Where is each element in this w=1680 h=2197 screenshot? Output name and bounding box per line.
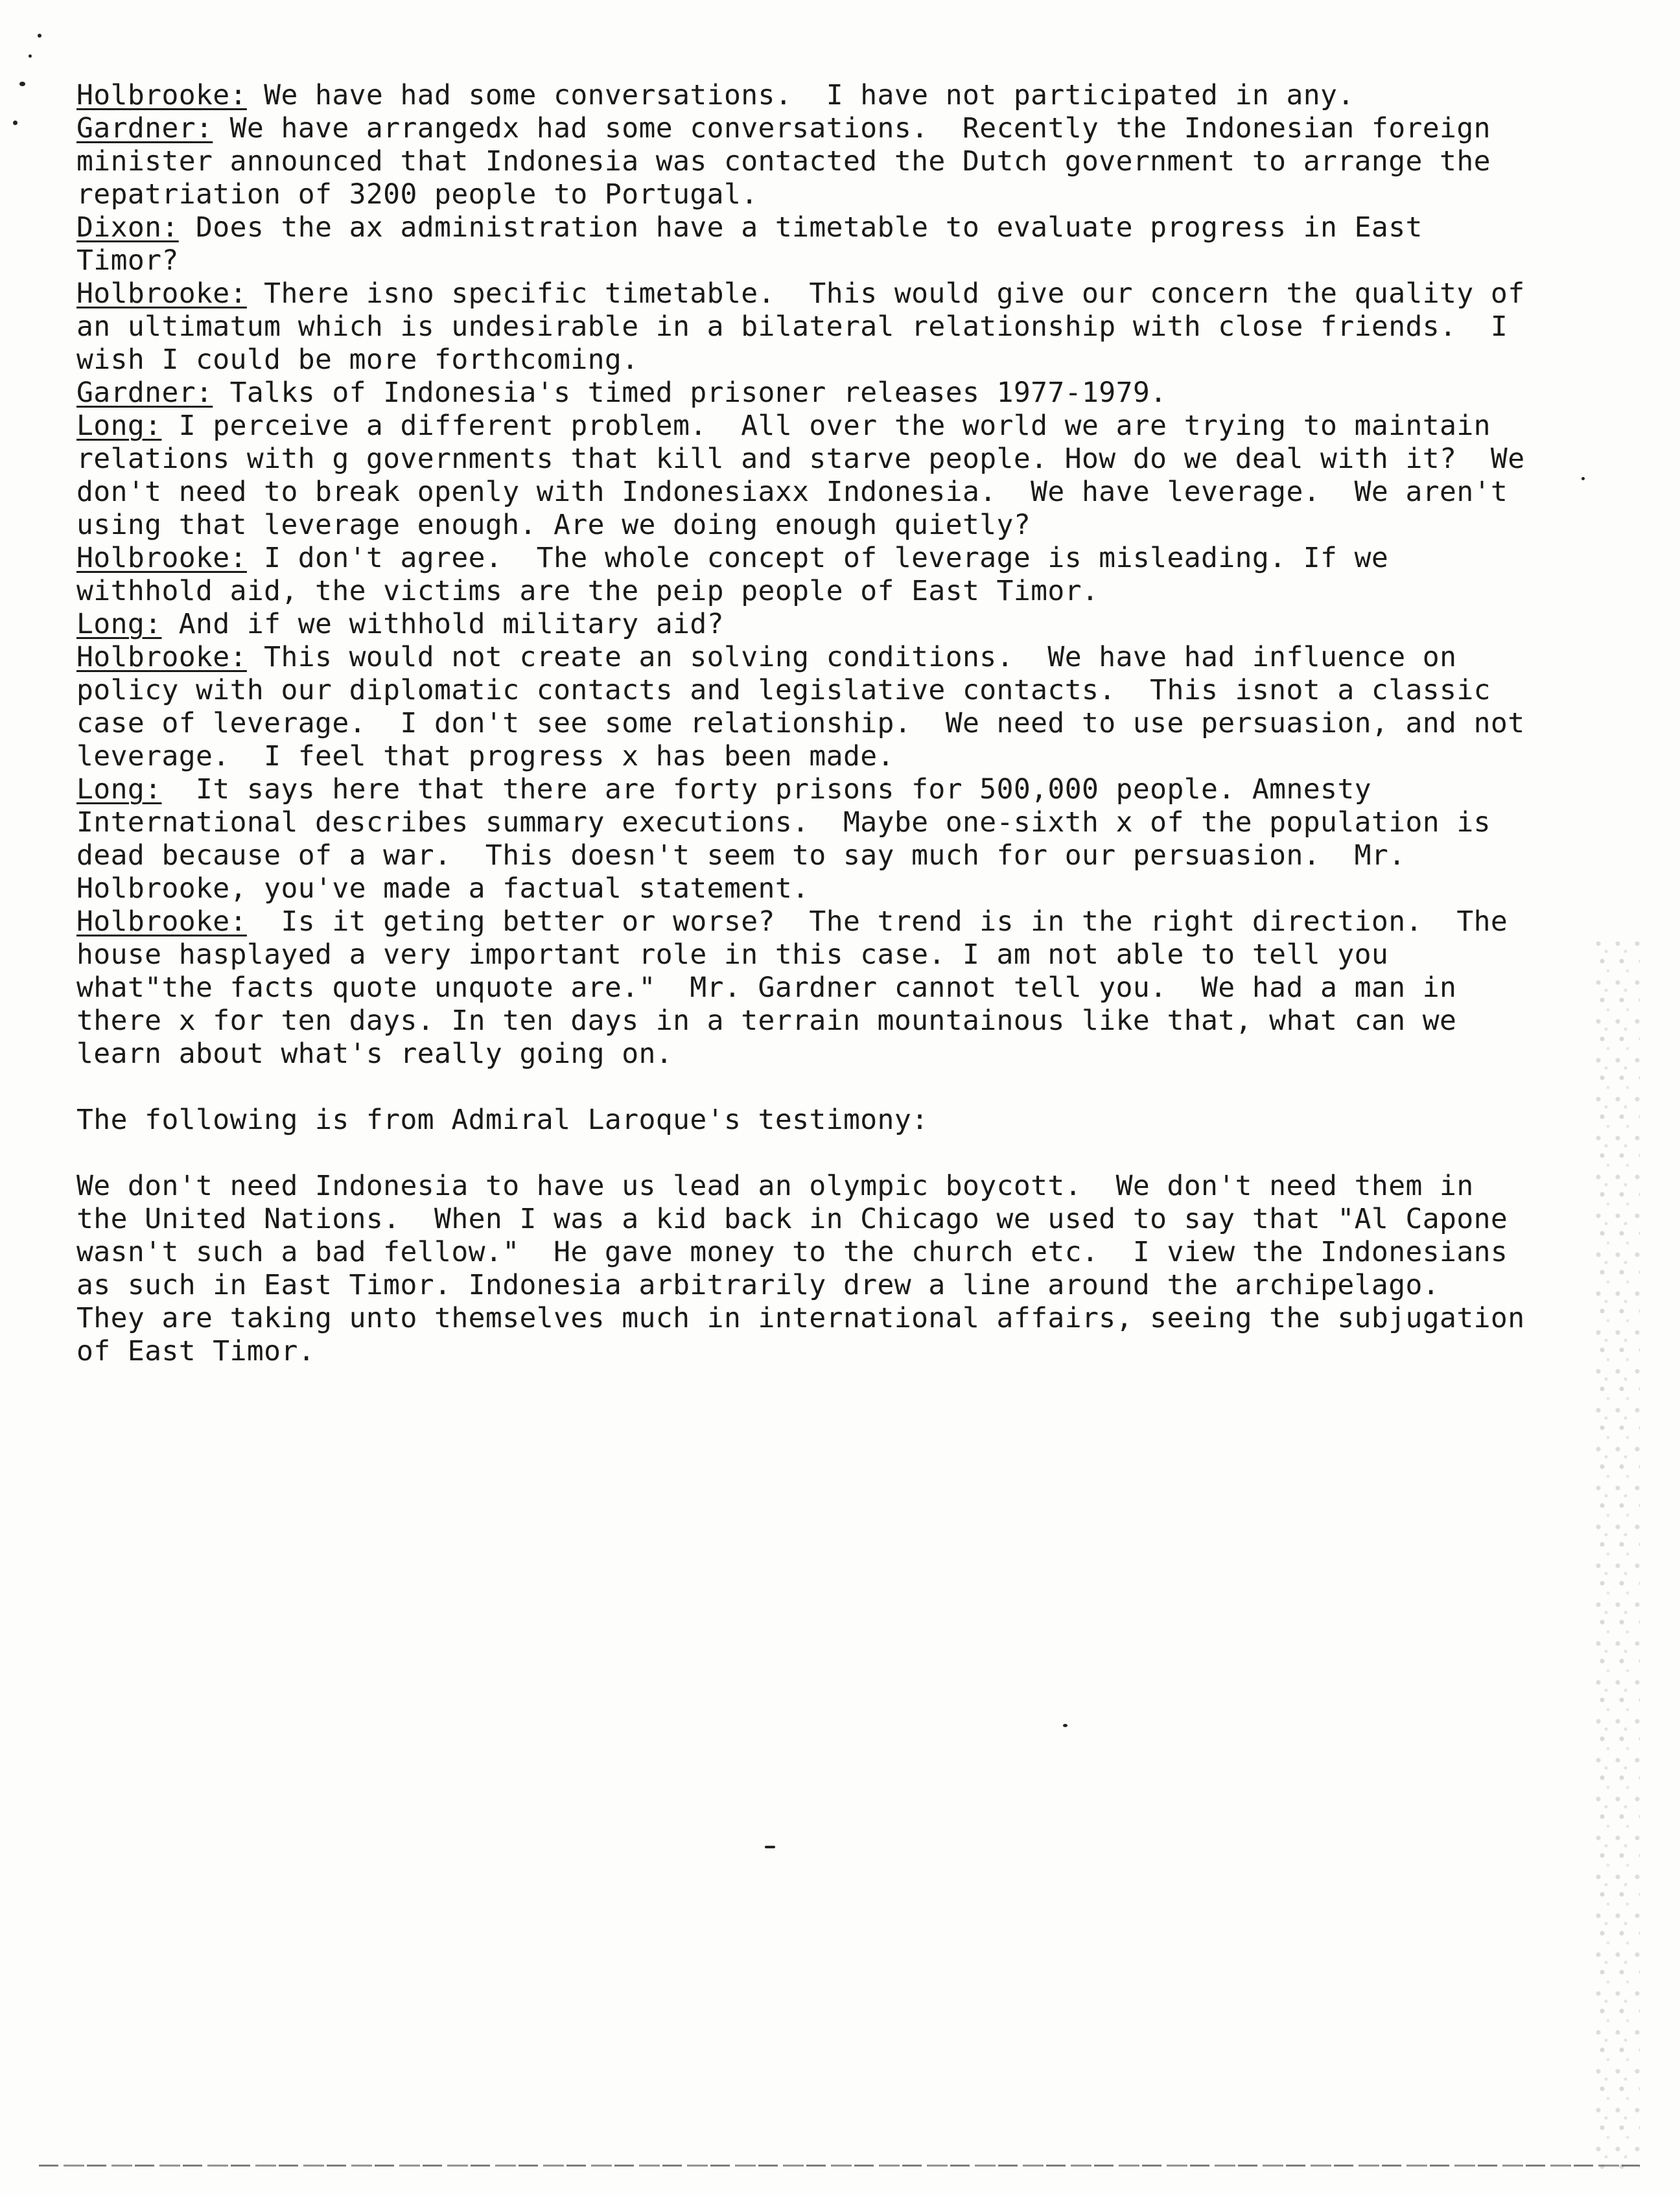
paragraph-holbrooke-1	[76, 79, 1528, 112]
paragraph-gardner-1	[76, 112, 1528, 211]
margin-speck	[38, 34, 41, 38]
bottom-edge-line	[39, 2165, 1640, 2167]
speaker-label: Dixon:	[76, 211, 179, 244]
typed-transcript	[76, 79, 1542, 1368]
paragraph-text: I perceive a different problem. All over the world we are trying to maintain relations with g governments that kill and starve people. How do we deal with it? We don't need to break openly with Indonesiaxx Indonesia. We have leverage. We aren't using that leverage enough. Are we doing enough quietly?	[76, 410, 1542, 541]
paragraph-text: There isno specific timetable. This would give our concern the quality of an ultimatum which is undesirable in a bilateral relationship with close friends. I wish I could be more forthcoming.	[76, 277, 1542, 376]
paragraph-holbrooke-4	[76, 641, 1542, 773]
margin-speck	[13, 121, 18, 125]
speaker-label: Gardner:	[76, 112, 213, 145]
margin-speck	[29, 54, 32, 58]
paragraph-text: It says here that there are forty prisons for 500,000 people. Amnesty International describes summary executions. Maybe one-sixth x of the population is dead because of a war. This doesn't seem to say much for our persuasion. Mr. Holbrooke, you've made a factual statement.	[76, 773, 1508, 905]
paragraph-text: This would not create an solving conditions. We have had influence on policy with our diplomatic contacts and legislative contacts. This isnot a classic case of leverage. I don't see some relationship. We need to use persuasion, and not leverage. I feel that progress x has been made.	[76, 641, 1542, 773]
paragraph-text: I don't agree. The whole concept of leverage is misleading. If we withhold aid, the victims are the peip people of East Timor.	[76, 542, 1406, 607]
testimony-paragraph: We don't need Indonesia to have us lead an olympic boycott. We don't need them in the United Nations. When I was a kid back in Chicago we used to say that "Al Capone wasn't such a bad fellow." He gave money to the church etc. I view the Indonesians as such in East Timor. Indonesia arbitrarily drew a line around the archipelago. They are taking unto themselves much in international affairs, seeing the subjugation of East Timor.	[76, 1170, 1542, 1367]
speaker-label: Holbrooke:	[76, 905, 247, 938]
speaker-label: Holbrooke:	[76, 277, 247, 310]
paragraph-gardner-2	[76, 377, 1528, 410]
paragraph-holbrooke-3	[76, 542, 1528, 608]
paragraph-text: We have had some conversations. I have not participated in any.	[246, 79, 1355, 111]
margin-speck	[19, 82, 25, 86]
section-intro: The following is from Admiral Laroque's testimony:	[76, 1104, 929, 1136]
paragraph-text: We have arrangedx had some conversations. Recently the Indonesian foreign minister announced that Indonesia was contacted the Dutch government to arrange the repatriation of 3200 people to Portugal.	[76, 112, 1508, 211]
paragraph-long-1	[76, 410, 1542, 542]
paragraph-dixon-1	[76, 211, 1528, 277]
speaker-label: Long:	[76, 608, 162, 640]
speaker-label: Long:	[76, 773, 162, 806]
paragraph-holbrooke-5	[76, 905, 1528, 1071]
margin-speck	[1063, 1724, 1068, 1727]
speaker-label: Holbrooke:	[76, 79, 247, 111]
speaker-label: Holbrooke:	[76, 542, 247, 574]
paragraph-long-3	[76, 773, 1528, 905]
paragraph-holbrooke-2	[76, 277, 1542, 377]
margin-speck	[1581, 477, 1585, 480]
paragraph-text: And if we withhold military aid?	[161, 608, 724, 640]
paragraph-text: Is it geting better or worse? The trend is in the right direction. The house hasplayed a very important role in this case. I am not able to tell you what"the facts quote unquote are." Mr. Gardner cannot tell you. We had a man in there x for ten days. In ten days in a terrain mountainous like that, what can we learn about what's really going on.	[76, 905, 1525, 1070]
paragraph-text: Talks of Indonesia's timed prisoner releases 1977-1979.	[213, 377, 1167, 409]
margin-speck	[765, 1846, 775, 1848]
speaker-label: Long:	[76, 410, 162, 442]
paragraph-long-2	[76, 608, 1528, 641]
speaker-label: Holbrooke:	[76, 641, 247, 673]
paragraph-text: Does the ax administration have a timetable to evaluate progress in East Timor?	[76, 211, 1440, 277]
scan-noise-strip	[1594, 940, 1640, 2171]
speaker-label: Gardner:	[76, 377, 213, 409]
